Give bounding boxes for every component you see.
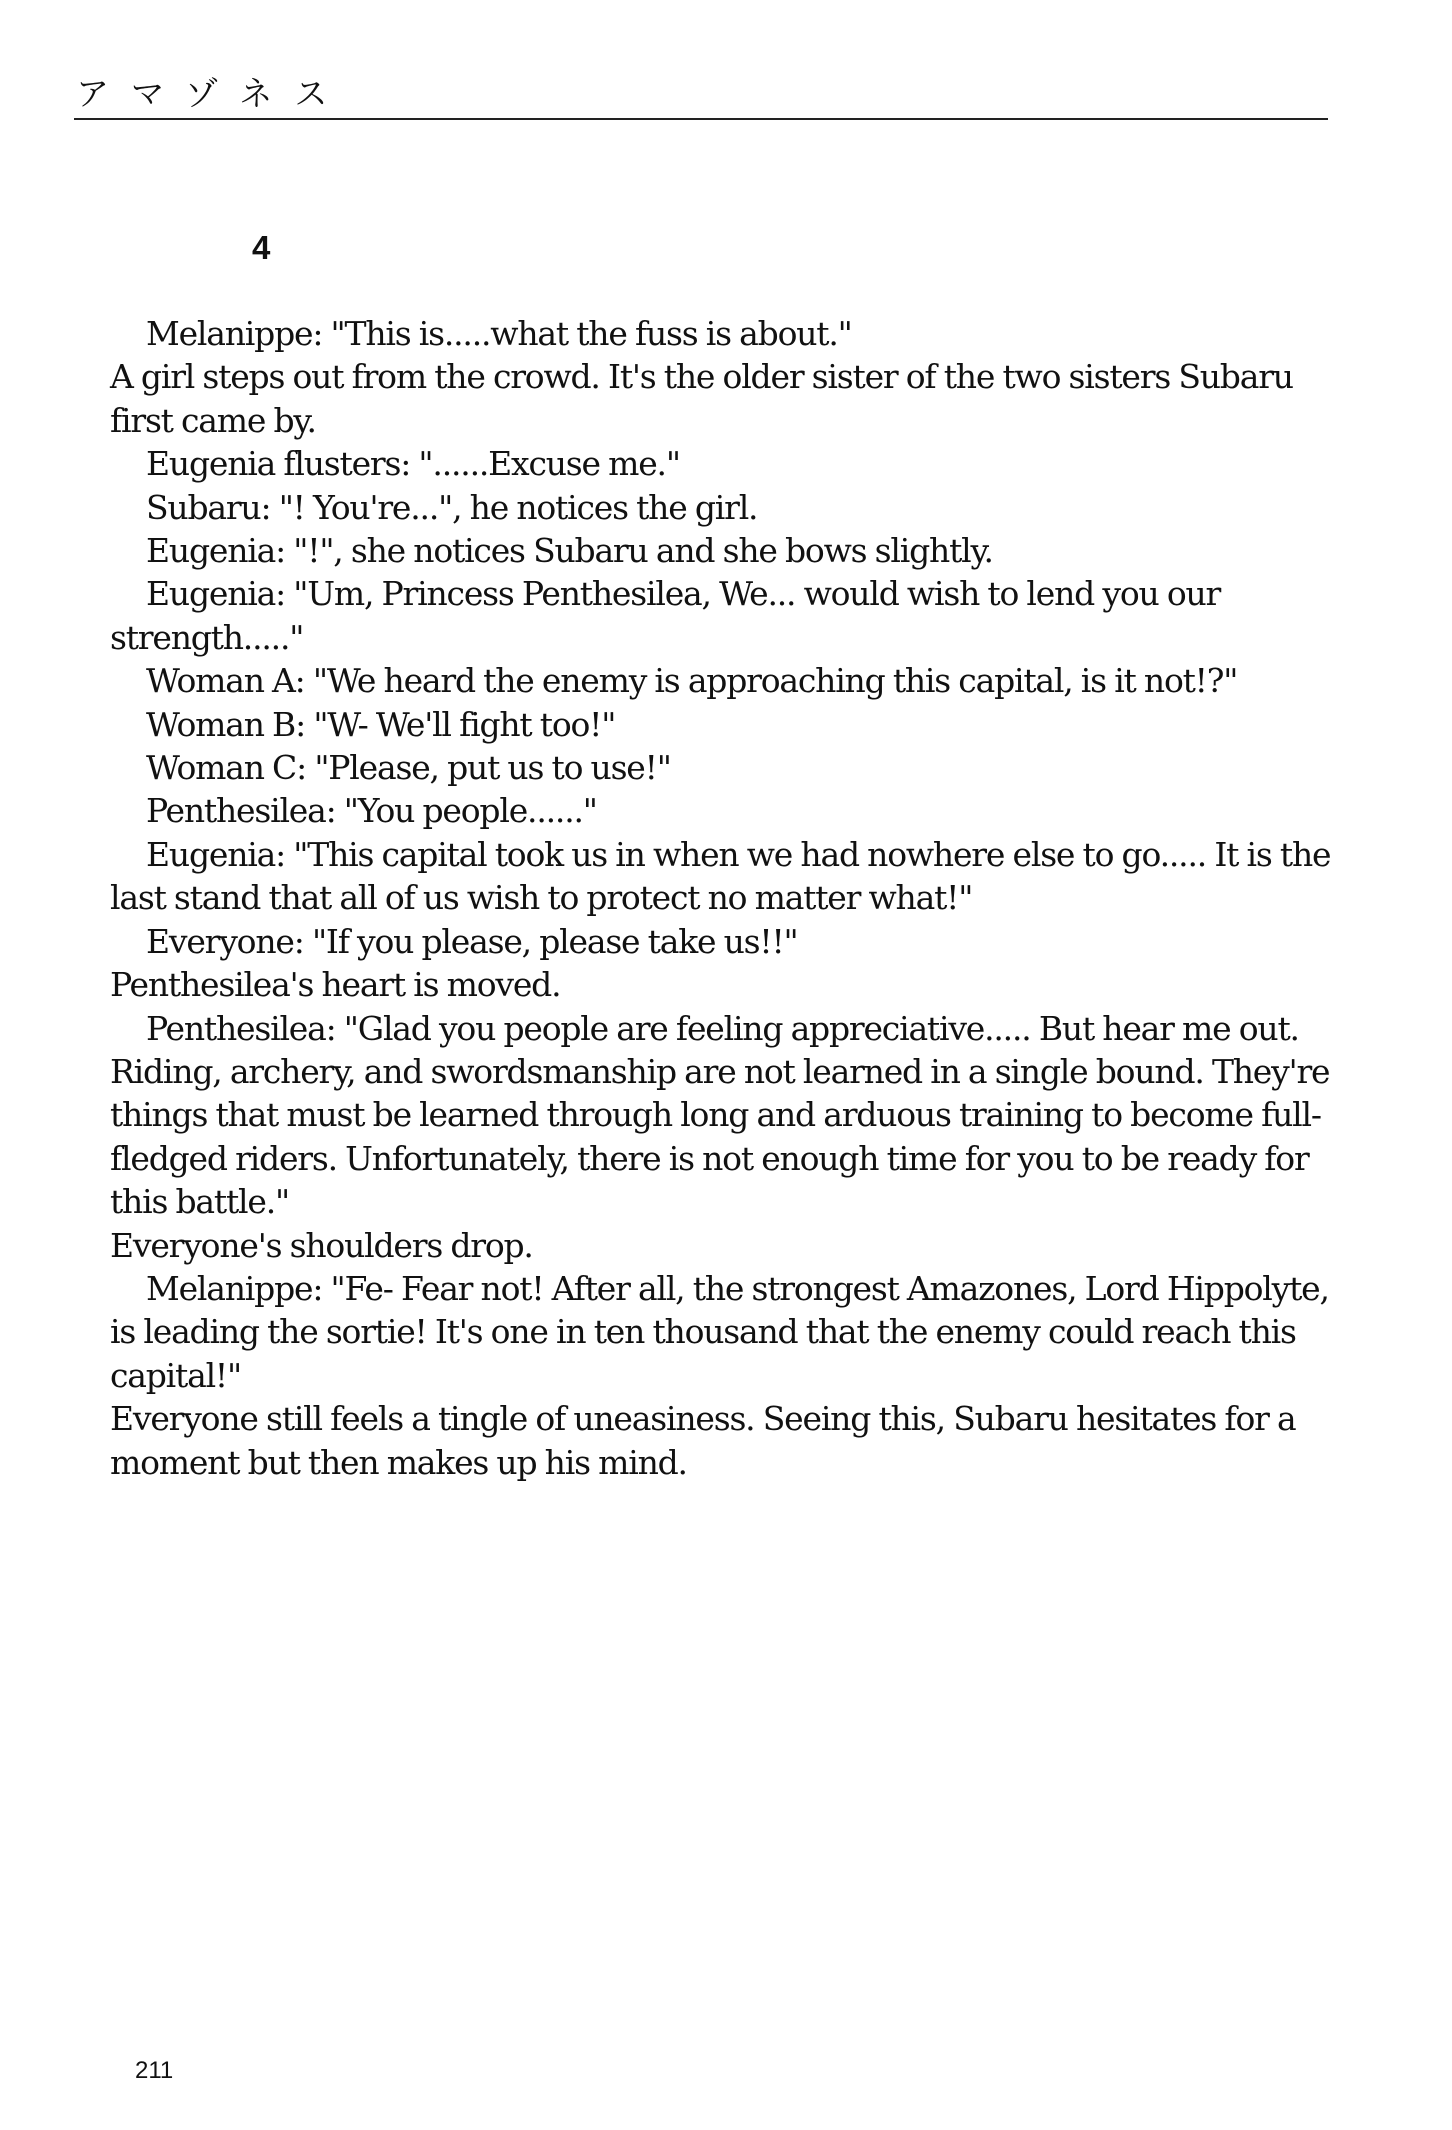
page-number: 211 (135, 2057, 174, 2084)
paragraph: Eugenia: "Um, Princess Penthesilea, We... would wish to lend you our strength....." (110, 574, 1221, 657)
paragraph: A girl steps out from the crowd. It's the older sister of the two sisters Subaru first came by. (110, 357, 1293, 440)
body-text (110, 312, 1342, 1484)
paragraph: Woman B: "W- We'll fight too!" (146, 704, 616, 744)
paragraph: Subaru: "! You're...", he notices the girl. (146, 487, 758, 527)
paragraph: Penthesilea's heart is moved. (110, 965, 561, 1005)
paragraph: Everyone: "If you please, please take us!!" (146, 921, 798, 961)
paragraph: Eugenia: "!", she notices Subaru and she bows slightly. (146, 531, 993, 571)
chapter-number: 4 (252, 229, 271, 266)
paragraph: Eugenia flusters: "......Excuse me." (146, 444, 680, 484)
paragraph: Melanippe: "Fe- Fear not! After all, the strongest Amazones, Lord Hippolyte, is leading the sortie! It's one in ten thousand that the enemy could reach this capital!" (110, 1268, 1329, 1395)
paragraph: Woman A: "We heard the enemy is approaching this capital, is it not!?" (146, 661, 1238, 701)
paragraph: Eugenia: "This capital took us in when we had nowhere else to go..... It is the last stand that all of us wish to protect no matter what!" (110, 834, 1331, 918)
paragraph: Melanippe: "This is.....what the fuss is about." (146, 314, 852, 353)
paragraph: Penthesilea: "Glad you people are feeling appreciative..... But hear me out. Riding, archery, and swordsmanship are not learned in a single bound. They're things that must be learned through long and arduous training to become full-fledged riders. Unfortunately, there is not enough time for you to be ready for this battle." (110, 1008, 1330, 1222)
paragraph: Woman C: "Please, put us to use!" (146, 748, 671, 788)
header-divider (74, 118, 1328, 120)
paragraph: Penthesilea: "You people......" (146, 791, 597, 831)
paragraph: Everyone's shoulders drop. (110, 1225, 533, 1265)
paragraph: Everyone still feels a tingle of uneasiness. Seeing this, Subaru hesitates for a moment but then makes up his mind. (110, 1399, 1296, 1482)
running-header-title: アマゾネス (76, 74, 350, 113)
